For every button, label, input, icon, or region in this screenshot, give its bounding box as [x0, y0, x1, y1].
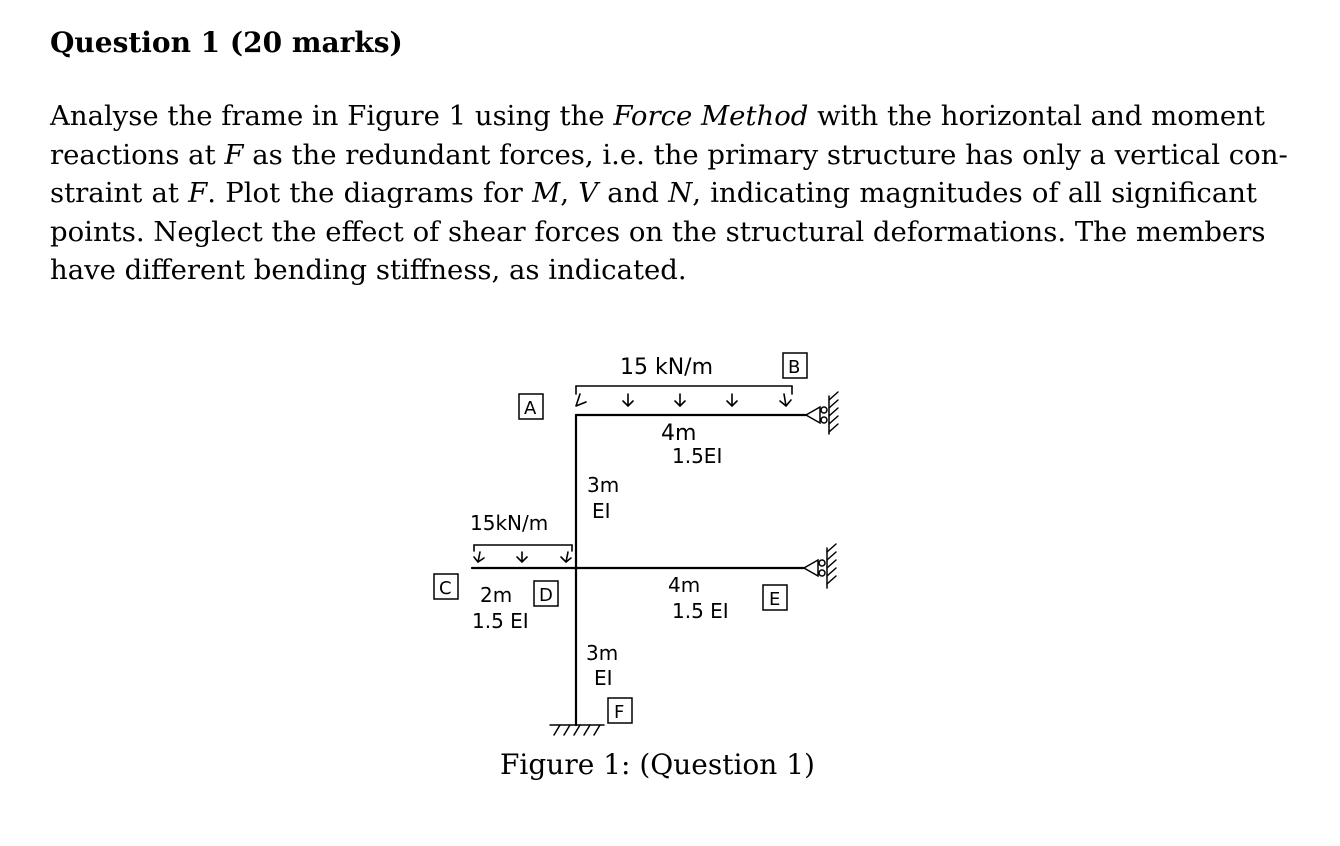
node-label-B: B — [788, 357, 801, 378]
roller-support-E — [804, 544, 836, 588]
member-DE-stiffness: 1.5 EI — [672, 599, 729, 623]
body-line-2: reactions at F as the redundant forces, i.e. the primary structure has only a vertical con- — [50, 138, 1288, 171]
body-line-5: have different bending stiffness, as indicated. — [50, 254, 687, 286]
member-CD-length: 2m — [480, 583, 513, 607]
node-label-E: E — [769, 589, 781, 610]
node-label-D: D — [539, 585, 553, 606]
member-AD-length: 3m — [587, 473, 620, 497]
member-CD-stiffness: 1.5 EI — [472, 609, 529, 633]
node-label-C: C — [439, 578, 452, 599]
left-udl — [474, 545, 572, 562]
body-line-1: Analyse the frame in Figure 1 using the Force Method with the horizontal and moment — [50, 100, 1265, 132]
node-label-F: F — [614, 702, 625, 723]
force-method-term: Force Method — [613, 100, 809, 132]
member-AD-stiffness: EI — [592, 499, 611, 523]
figure-caption: Figure 1: (Question 1) — [500, 748, 815, 781]
top-udl — [576, 386, 792, 406]
fixed-support-F — [550, 725, 604, 735]
member-AB-stiffness: 1.5EI — [672, 444, 723, 468]
body-line-4: points. Neglect the effect of shear forces on the structural deformations. The members — [50, 215, 1266, 248]
node-label-A: A — [524, 398, 537, 419]
roller-support-B — [806, 392, 838, 434]
member-DF-length: 3m — [586, 641, 619, 665]
member-AB-length: 4m — [661, 421, 697, 446]
member-DF-stiffness: EI — [594, 666, 613, 690]
member-DE-length: 4m — [668, 573, 701, 597]
body-line-3: straint at F. Plot the diagrams for M, V and N, indicating magnitudes of all significant — [50, 177, 1257, 209]
frame-figure — [410, 340, 850, 750]
question-title: Question 1 (20 marks) — [50, 26, 403, 59]
left-udl-label: 15kN/m — [470, 511, 549, 535]
question-body — [50, 97, 1288, 290]
top-udl-label: 15 kN/m — [620, 355, 714, 380]
